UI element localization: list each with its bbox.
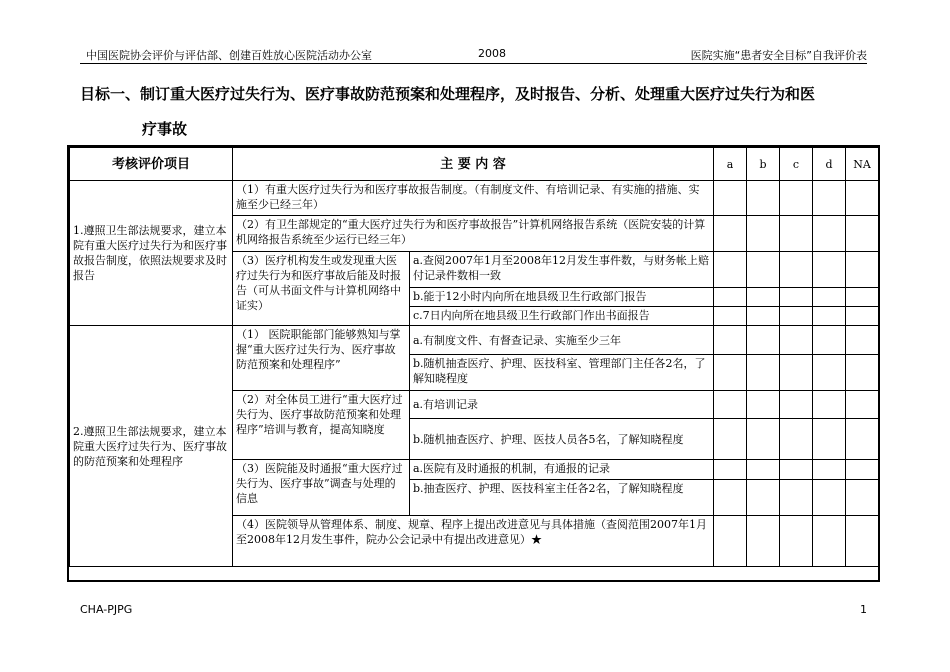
score-cell[interactable] <box>747 419 780 460</box>
score-cell[interactable] <box>780 516 813 567</box>
score-cell[interactable] <box>813 252 846 288</box>
item-2: 2.遵照卫生部法规要求，建立本院重大医疗过失行为、医疗事故的防范预案和处理程序 <box>70 326 233 567</box>
score-cell[interactable] <box>813 307 846 326</box>
score-cell[interactable] <box>813 419 846 460</box>
score-cell[interactable] <box>846 391 879 419</box>
header-a: a <box>714 148 747 181</box>
item-1-req-1: （1）有重大医疗过失行为和医疗事故报告制度。（有制度文件、有培训记录、有实施的措施、实施至少已经三年） <box>233 181 714 216</box>
score-cell[interactable] <box>846 516 879 567</box>
score-cell[interactable] <box>747 480 780 516</box>
score-cell[interactable] <box>780 326 813 355</box>
score-cell[interactable] <box>846 288 879 307</box>
score-cell[interactable] <box>846 326 879 355</box>
item-2-req-1b: b.随机抽查医疗、护理、医技科室、管理部门主任各2名，了解知晓程度 <box>410 355 714 391</box>
score-cell[interactable] <box>813 288 846 307</box>
score-cell[interactable] <box>714 355 747 391</box>
table-header-row <box>70 148 879 181</box>
score-cell[interactable] <box>747 288 780 307</box>
item-2-req-4: （4）医院领导从管理体系、制度、规章、程序上提出改进意见与具体措施（查阅范围2007年1月至2008年12月发生事件，院办公会记录中有提出改进意见）★ <box>233 516 714 567</box>
item-2-req-1: （1） 医院职能部门能够熟知与掌握“重大医疗过失行为、医疗事故防范预案和处理程序” <box>233 326 410 391</box>
score-cell[interactable] <box>747 355 780 391</box>
score-cell[interactable] <box>747 307 780 326</box>
page-header <box>80 43 867 64</box>
score-cell[interactable] <box>846 307 879 326</box>
item-2-req-3b: b.抽查医疗、护理、医技科室主任各2名，了解知晓程度 <box>410 480 714 516</box>
score-cell[interactable] <box>714 516 747 567</box>
item-1-req-2: （2）有卫生部规定的“重大医疗过失行为和医疗事故报告”计算机网络报告系统（医院安装的计算机网络报告系统至少运行已经三年） <box>233 216 714 252</box>
score-cell[interactable] <box>846 419 879 460</box>
score-cell[interactable] <box>747 252 780 288</box>
score-cell[interactable] <box>780 252 813 288</box>
score-cell[interactable] <box>780 181 813 216</box>
score-cell[interactable] <box>813 480 846 516</box>
header-form-title: 医院实施“患者安全目标”自我评价表 <box>690 49 867 62</box>
item-2-req-1a: a.有制度文件、有督查记录、实施至少三年 <box>410 326 714 355</box>
header-item: 考核评价项目 <box>70 148 233 181</box>
score-cell[interactable] <box>813 460 846 480</box>
score-cell[interactable] <box>780 480 813 516</box>
item-1-req-3a: a.查阅2007年1月至2008年12月发生事件数，与财务帐上赔付记录件数相一致 <box>410 252 714 288</box>
item-1-req-3c: c.7日内向所在地县级卫生行政部门作出书面报告 <box>410 307 714 326</box>
score-cell[interactable] <box>714 181 747 216</box>
score-cell[interactable] <box>714 391 747 419</box>
header-na: NA <box>846 148 879 181</box>
footer-code: CHA-PJPG <box>80 603 133 616</box>
header-content: 主 要 内 容 <box>233 148 714 181</box>
score-cell[interactable] <box>714 216 747 252</box>
score-cell[interactable] <box>714 307 747 326</box>
score-cell[interactable] <box>813 516 846 567</box>
page-number: 1 <box>860 603 867 616</box>
score-cell[interactable] <box>780 391 813 419</box>
score-cell[interactable] <box>813 326 846 355</box>
score-cell[interactable] <box>846 355 879 391</box>
score-cell[interactable] <box>747 181 780 216</box>
item-1-req-3b: b.能于12小时内向所在地县级卫生行政部门报告 <box>410 288 714 307</box>
score-cell[interactable] <box>780 355 813 391</box>
goal-title: 目标一、制订重大医疗过失行为、医疗事故防范预案和处理程序，及时报告、分析、处理重大医疗过失行为和医 <box>80 85 816 103</box>
score-cell[interactable] <box>780 307 813 326</box>
score-cell[interactable] <box>747 326 780 355</box>
item-2-req-2: （2）对全体员工进行“重大医疗过失行为、医疗事故防范预案和处理程序”培训与教育，提高知晓度 <box>233 391 410 460</box>
score-cell[interactable] <box>747 460 780 480</box>
item-2-req-3a: a.医院有及时通报的机制，有通报的记录 <box>410 460 714 480</box>
score-cell[interactable] <box>780 460 813 480</box>
score-cell[interactable] <box>714 460 747 480</box>
score-cell[interactable] <box>813 181 846 216</box>
score-cell[interactable] <box>747 391 780 419</box>
score-cell[interactable] <box>714 288 747 307</box>
score-cell[interactable] <box>846 252 879 288</box>
score-cell[interactable] <box>780 216 813 252</box>
header-organization: 中国医院协会评价与评估部、创建百姓放心医院活动办公室 <box>86 49 372 62</box>
item-2-req-2a: a.有培训记录 <box>410 391 714 419</box>
score-cell[interactable] <box>714 480 747 516</box>
score-cell[interactable] <box>813 355 846 391</box>
score-cell[interactable] <box>846 460 879 480</box>
score-cell[interactable] <box>846 216 879 252</box>
score-cell[interactable] <box>780 288 813 307</box>
header-b: b <box>747 148 780 181</box>
table-row <box>70 181 879 216</box>
score-cell[interactable] <box>714 419 747 460</box>
score-cell[interactable] <box>747 516 780 567</box>
score-cell[interactable] <box>714 326 747 355</box>
item-2-req-3: （3）医院能及时通报“重大医疗过失行为、医疗事故”调查与处理的信息 <box>233 460 410 516</box>
evaluation-table <box>69 147 879 567</box>
header-d: d <box>813 148 846 181</box>
goal-title-cont: 疗事故 <box>142 120 188 138</box>
header-c: c <box>780 148 813 181</box>
score-cell[interactable] <box>846 181 879 216</box>
header-year: 2008 <box>478 47 506 60</box>
table-row <box>70 326 879 355</box>
item-2-req-2b: b.随机抽查医疗、护理、医技人员各5名，了解知晓程度 <box>410 419 714 460</box>
score-cell[interactable] <box>714 252 747 288</box>
score-cell[interactable] <box>846 480 879 516</box>
item-1: 1.遵照卫生部法规要求，建立本院有重大医疗过失行为和医疗事故报告制度，依照法规要求及时报告 <box>70 181 233 326</box>
score-cell[interactable] <box>747 216 780 252</box>
score-cell[interactable] <box>780 419 813 460</box>
score-cell[interactable] <box>813 216 846 252</box>
item-1-req-3: （3）医疗机构发生或发现重大医疗过失行为和医疗事故后能及时报告（可从书面文件与计算机网络中证实） <box>233 252 410 326</box>
score-cell[interactable] <box>813 391 846 419</box>
